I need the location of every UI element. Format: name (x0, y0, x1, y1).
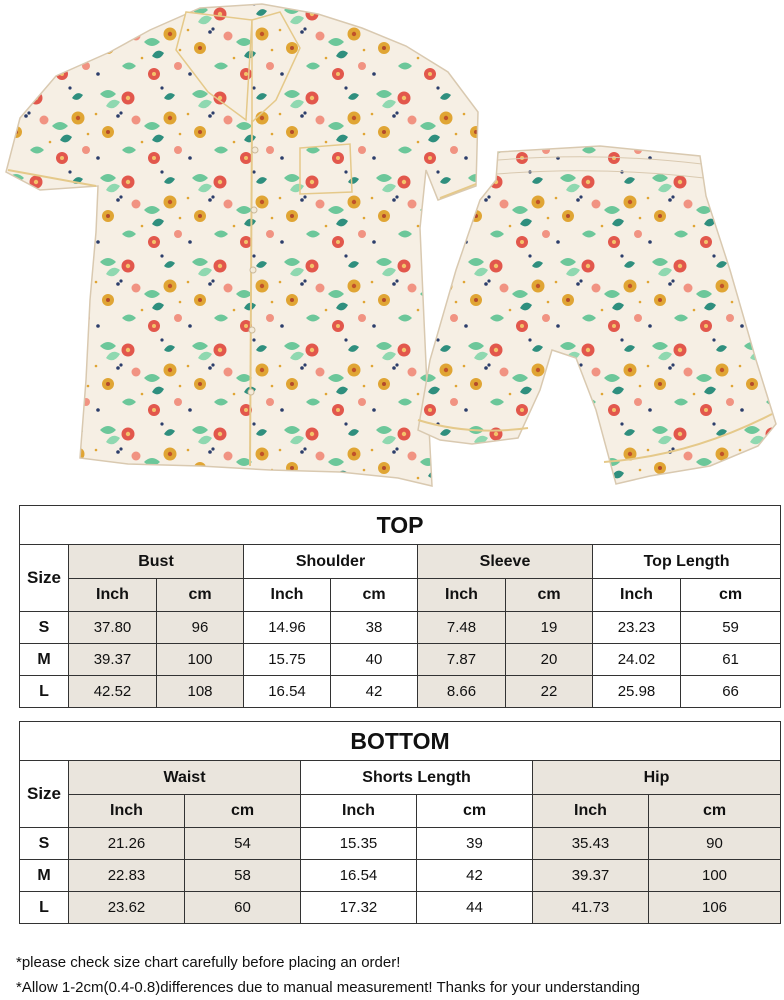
table-cell: 37.80 (69, 612, 157, 644)
table-cell: 25.98 (593, 676, 681, 708)
hip-header: Hip (533, 761, 781, 795)
table-cell: 38 (331, 612, 418, 644)
table-cell: 23.62 (69, 892, 185, 924)
table-cell: 41.73 (533, 892, 649, 924)
size-label: L (20, 676, 69, 708)
table-cell: 22 (506, 676, 593, 708)
table-cell: 23.23 (593, 612, 681, 644)
waist-header: Waist (69, 761, 301, 795)
size-column-header: Size (20, 761, 69, 828)
table-cell: 39.37 (69, 644, 157, 676)
table-cell: 17.32 (301, 892, 417, 924)
table-cell: 7.87 (418, 644, 506, 676)
size-notes (16, 950, 780, 1000)
unit-header: Inch (69, 795, 185, 828)
table-cell: 42 (331, 676, 418, 708)
table-cell: 61 (681, 644, 781, 676)
table-cell: 58 (185, 860, 301, 892)
table-cell: 20 (506, 644, 593, 676)
bottom-table-title: BOTTOM (20, 722, 781, 761)
top-size-table (19, 505, 781, 708)
table-cell: 90 (649, 828, 781, 860)
table-cell: 16.54 (244, 676, 331, 708)
unit-header: Inch (301, 795, 417, 828)
unit-header: cm (331, 579, 418, 612)
table-cell: 8.66 (418, 676, 506, 708)
top-table-title: TOP (20, 506, 781, 545)
unit-header: cm (417, 795, 533, 828)
table-cell: 44 (417, 892, 533, 924)
unit-header: Inch (244, 579, 331, 612)
unit-header: cm (185, 795, 301, 828)
table-cell: 59 (681, 612, 781, 644)
size-label: S (20, 612, 69, 644)
table-cell: 54 (185, 828, 301, 860)
unit-header: cm (506, 579, 593, 612)
note-measurement-difference: *Allow 1-2cm(0.4-0.8)differences due to manual measurement! Thanks for your understanding (16, 979, 640, 996)
table-cell: 42 (417, 860, 533, 892)
size-label: M (20, 644, 69, 676)
table-row (20, 612, 781, 644)
unit-header: cm (681, 579, 781, 612)
table-cell: 39 (417, 828, 533, 860)
unit-header: Inch (69, 579, 157, 612)
sleeve-header: Sleeve (418, 545, 593, 579)
bust-header: Bust (69, 545, 244, 579)
table-row (20, 892, 781, 924)
table-cell: 108 (157, 676, 244, 708)
table-cell: 42.52 (69, 676, 157, 708)
size-column-header: Size (20, 545, 69, 612)
table-cell: 16.54 (301, 860, 417, 892)
unit-header: cm (649, 795, 781, 828)
table-cell: 7.48 (418, 612, 506, 644)
table-cell: 15.75 (244, 644, 331, 676)
table-cell: 96 (157, 612, 244, 644)
table-cell: 24.02 (593, 644, 681, 676)
table-cell: 40 (331, 644, 418, 676)
unit-header: Inch (418, 579, 506, 612)
table-cell: 39.37 (533, 860, 649, 892)
size-label: L (20, 892, 69, 924)
table-cell: 15.35 (301, 828, 417, 860)
shorts-length-header: Shorts Length (301, 761, 533, 795)
table-row (20, 644, 781, 676)
unit-header: Inch (533, 795, 649, 828)
table-row (20, 828, 781, 860)
table-cell: 100 (157, 644, 244, 676)
unit-header: cm (157, 579, 244, 612)
shoulder-header: Shoulder (244, 545, 418, 579)
table-cell: 14.96 (244, 612, 331, 644)
table-cell: 35.43 (533, 828, 649, 860)
size-label: S (20, 828, 69, 860)
top-length-header: Top Length (593, 545, 781, 579)
note-check-chart: *please check size chart carefully before placing an order! (16, 954, 401, 971)
table-row (20, 860, 781, 892)
table-cell: 66 (681, 676, 781, 708)
table-cell: 60 (185, 892, 301, 924)
table-row (20, 676, 781, 708)
size-label: M (20, 860, 69, 892)
table-cell: 19 (506, 612, 593, 644)
bottom-size-table (19, 721, 781, 924)
table-cell: 100 (649, 860, 781, 892)
table-cell: 22.83 (69, 860, 185, 892)
unit-header: Inch (593, 579, 681, 612)
table-cell: 21.26 (69, 828, 185, 860)
table-cell: 106 (649, 892, 781, 924)
